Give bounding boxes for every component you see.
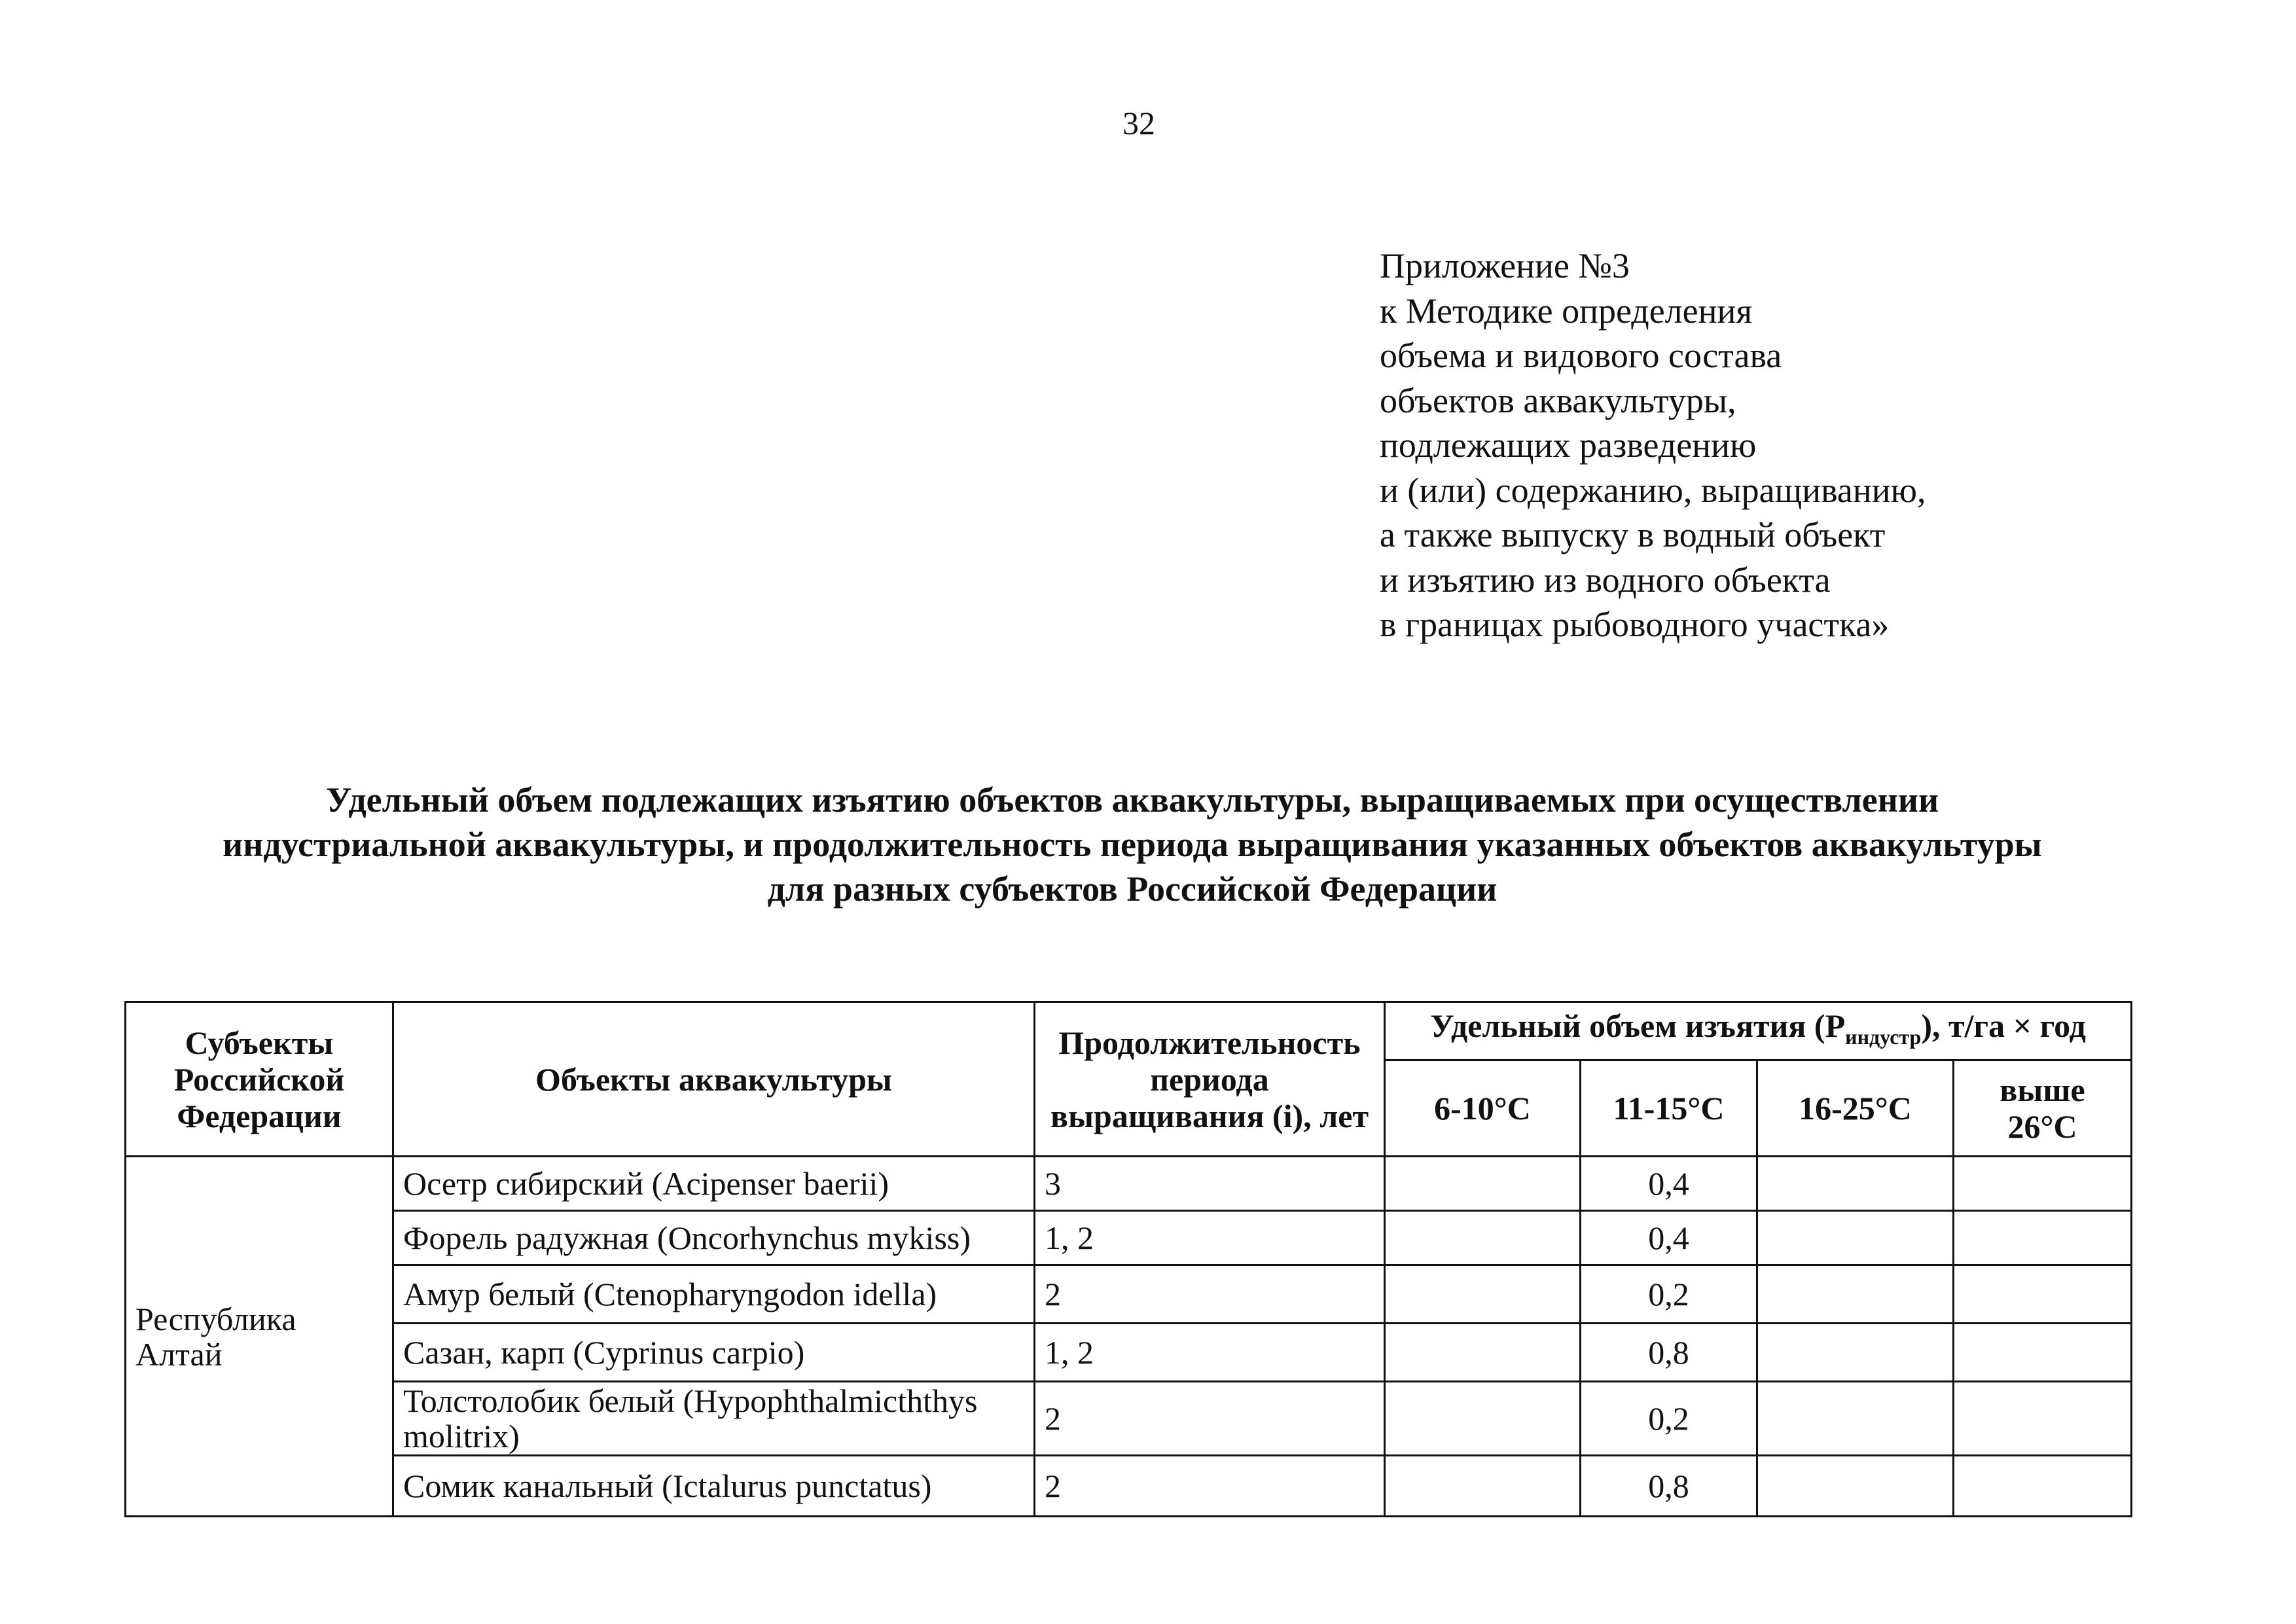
region-cell: Республика Алтай: [126, 1157, 393, 1517]
value-cell-11-15: 0,4: [1581, 1211, 1757, 1265]
header-temp-above-26: выше 26°С: [1954, 1060, 2132, 1157]
title-line: для разных субъектов Российской Федерации: [767, 869, 1498, 909]
aquaculture-volume-table: [124, 1001, 2132, 1517]
header-region: Субъекты Российской Федерации: [126, 1002, 393, 1157]
appendix-line: к Методике определения: [1380, 291, 1753, 331]
value-cell-11-15: 0,2: [1581, 1382, 1757, 1456]
appendix-line: объектов аквакультуры,: [1380, 380, 1736, 420]
header-volume-suffix: ), т/га × год: [1921, 1007, 2086, 1044]
species-cell: Амур белый (Ctenopharyngodon idella): [393, 1265, 1035, 1324]
value-cell-16-25: [1757, 1211, 1954, 1265]
value-cell-above-26: [1954, 1265, 2132, 1324]
table-row: [126, 1324, 2132, 1382]
page-number: 32: [1122, 105, 1155, 141]
header-period: Продолжительность периода выращивания (i), лет: [1035, 1002, 1385, 1157]
value-cell-above-26: [1954, 1456, 2132, 1517]
value-cell-16-25: [1757, 1382, 1954, 1456]
header-volume: [1385, 1002, 2132, 1060]
species-cell: Сомик канальный (Ictalurus punctatus): [393, 1456, 1035, 1517]
value-cell-6-10: [1385, 1382, 1581, 1456]
appendix-line: а также выпуску в водный объект: [1380, 515, 1886, 554]
table-header-row: [126, 1002, 2132, 1060]
appendix-line: Приложение №3: [1380, 246, 1630, 285]
header-species: Объекты аквакультуры: [393, 1002, 1035, 1157]
period-cell: 1, 2: [1035, 1211, 1385, 1265]
table-row: [126, 1382, 2132, 1456]
period-cell: 2: [1035, 1456, 1385, 1517]
value-cell-above-26: [1954, 1211, 2132, 1265]
appendix-line: в границах рыбоводного участка»: [1380, 605, 1890, 644]
table-row: [126, 1456, 2132, 1517]
value-cell-16-25: [1757, 1324, 1954, 1382]
value-cell-16-25: [1757, 1157, 1954, 1211]
header-volume-prefix: Удельный объем изъятия (P: [1430, 1007, 1846, 1044]
period-cell: 3: [1035, 1157, 1385, 1211]
appendix-line: и изъятию из водного объекта: [1380, 560, 1831, 600]
value-cell-6-10: [1385, 1157, 1581, 1211]
value-cell-above-26: [1954, 1382, 2132, 1456]
table-row: [126, 1265, 2132, 1324]
header-volume-subscript: индустр: [1845, 1024, 1922, 1049]
species-cell: Форель радужная (Oncorhynchus mykiss): [393, 1211, 1035, 1265]
appendix-line: и (или) содержанию, выращиванию,: [1380, 470, 1926, 510]
document-title: [65, 778, 2199, 911]
table-row: [126, 1157, 2132, 1211]
header-temp-16-25: 16-25°С: [1757, 1060, 1954, 1157]
table-row: [126, 1211, 2132, 1265]
value-cell-above-26: [1954, 1157, 2132, 1211]
appendix-line: подлежащих разведению: [1380, 425, 1757, 465]
header-temp-6-10: 6-10°С: [1385, 1060, 1581, 1157]
value-cell-11-15: 0,8: [1581, 1324, 1757, 1382]
title-line: индустриальной аквакультуры, и продолжительность периода выращивания указанных объектов аквакультуры: [223, 825, 2042, 864]
period-cell: 2: [1035, 1382, 1385, 1456]
value-cell-11-15: 0,2: [1581, 1265, 1757, 1324]
period-cell: 2: [1035, 1265, 1385, 1324]
species-cell: Осетр сибирский (Acipenser baerii): [393, 1157, 1035, 1211]
species-cell: Толстолобик белый (Hypophthalmicththys molitrix): [393, 1382, 1035, 1456]
value-cell-11-15: 0,8: [1581, 1456, 1757, 1517]
appendix-line: объема и видового состава: [1380, 336, 1782, 375]
value-cell-6-10: [1385, 1456, 1581, 1517]
value-cell-6-10: [1385, 1324, 1581, 1382]
species-cell: Сазан, карп (Cyprinus carpio): [393, 1324, 1035, 1382]
value-cell-16-25: [1757, 1265, 1954, 1324]
title-line: Удельный объем подлежащих изъятию объектов аквакультуры, выращиваемых при осуществлении: [325, 780, 1939, 820]
value-cell-6-10: [1385, 1265, 1581, 1324]
period-cell: 1, 2: [1035, 1324, 1385, 1382]
value-cell-16-25: [1757, 1456, 1954, 1517]
appendix-reference: [1380, 244, 1926, 647]
value-cell-above-26: [1954, 1324, 2132, 1382]
value-cell-6-10: [1385, 1211, 1581, 1265]
header-temp-11-15: 11-15°С: [1581, 1060, 1757, 1157]
value-cell-11-15: 0,4: [1581, 1157, 1757, 1211]
